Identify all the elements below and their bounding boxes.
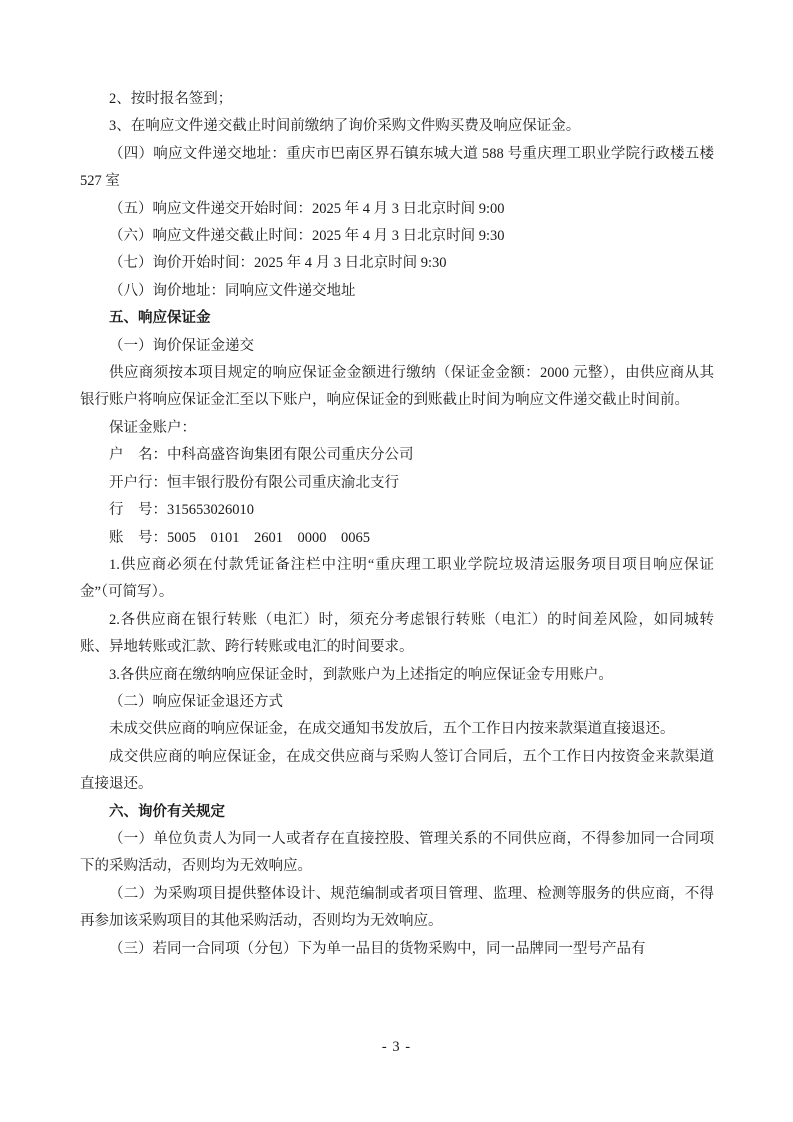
paragraph: 户 名：中科高盛咨询集团有限公司重庆分公司: [109, 447, 414, 464]
paragraph: （五）响应文件递交开始时间：2025 年 4 月 3 日北京时间 9:00: [109, 200, 505, 217]
page-number: - 3 -: [381, 1039, 412, 1055]
paragraph: （二）响应保证金退还方式: [109, 693, 283, 710]
paragraph: （三）若同一合同项（分包）下为单一品目的货物采购中，同一品牌同一型号产品有: [109, 940, 646, 957]
paragraph: （七）询价开始时间：2025 年 4 月 3 日北京时间 9:30: [109, 255, 447, 272]
paragraph: 3、在响应文件递交截止时间前缴纳了询价采购文件购买费及响应保证金。: [109, 118, 581, 135]
paragraph: 供应商须按本项目规定的响应保证金金额进行缴纳（保证金金额：2000 元整），由供应商从其银行账户将响应保证金汇至以下账户，响应保证金的到账截止时间为响应文件递交截止时间前。: [80, 365, 714, 409]
paragraph: （八）询价地址：同响应文件递交地址: [109, 282, 356, 299]
paragraph: 行 号：315653026010: [109, 502, 254, 519]
paragraph: 2、按时报名签到；: [109, 91, 233, 107]
paragraph: （六）响应文件递交截止时间：2025 年 4 月 3 日北京时间 9:30: [109, 228, 505, 245]
paragraph: 未成交供应商的响应保证金，在成交通知书发放后，五个工作日内按来款渠道直接退还。: [109, 721, 675, 738]
paragraph: （二）为采购项目提供整体设计、规范编制或者项目管理、监理、检测等服务的供应商，不得再参加该采购项目的其他采购活动，否则均为无效响应。: [80, 885, 714, 930]
paragraph: 开户行：恒丰银行股份有限公司重庆渝北支行: [109, 474, 399, 491]
paragraph: （一）单位负责人为同一人或者存在直接控股、管理关系的不同供应商，不得参加同一合同项下的采购活动，否则均为无效响应。: [80, 830, 714, 875]
paragraph: 3.各供应商在缴纳响应保证金时，到款账户为上述指定的响应保证金专用账户。: [109, 666, 613, 683]
section-heading: 六、询价有关规定: [109, 803, 225, 820]
paragraph: 成交供应商的响应保证金，在成交供应商与采购人签订合同后，五个工作日内按资金来款渠道直接退还。: [80, 748, 714, 793]
section-heading: 五、响应保证金: [109, 310, 211, 327]
document-content: [80, 86, 714, 963]
paragraph: （一）询价保证金递交: [109, 337, 254, 354]
paragraph: 账 号：5005 0101 2601 0000 0065: [109, 529, 370, 546]
paragraph: 1.供应商必须在付款凭证备注栏中注明“重庆理工职业学院垃圾清运服务项目项目响应保证金”（可简写）。: [80, 556, 714, 601]
paragraph: 保证金账户：: [109, 419, 196, 436]
paragraph: （四）响应文件递交地址：重庆市巴南区界石镇东城大道 588 号重庆理工职业学院行政楼五楼 527 室: [80, 145, 714, 190]
paragraph: 2.各供应商在银行转账（电汇）时，须充分考虑银行转账（电汇）的时间差风险，如同城转账、异地转账或汇款、跨行转账或电汇的时间要求。: [80, 611, 714, 656]
